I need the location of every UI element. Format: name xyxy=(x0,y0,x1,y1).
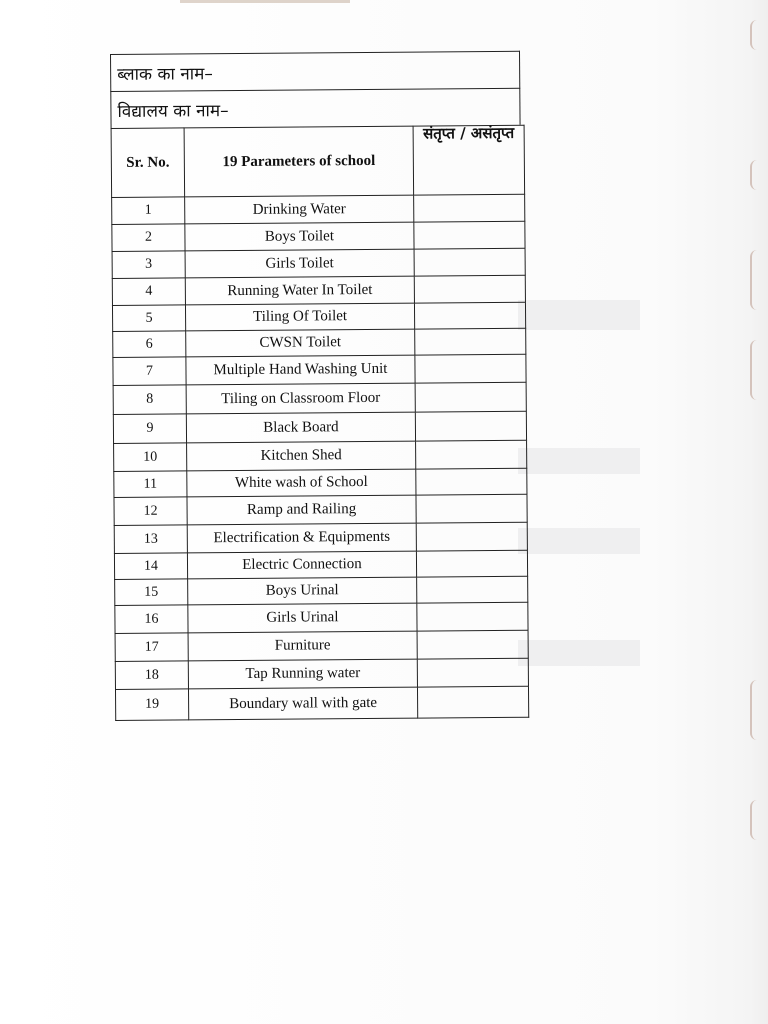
row-status-cell[interactable] xyxy=(416,494,527,523)
row-status-cell[interactable] xyxy=(414,221,525,249)
table-row xyxy=(114,550,527,579)
row-status-cell[interactable] xyxy=(417,658,528,687)
row-parameter: Black Board xyxy=(186,412,415,443)
row-status-cell[interactable] xyxy=(414,275,525,303)
row-parameter: Drinking Water xyxy=(185,195,414,224)
header-status: संतृप्त / असंतृप्त xyxy=(413,125,525,195)
row-parameter: Boys Toilet xyxy=(185,222,414,251)
row-status-cell[interactable] xyxy=(417,686,528,718)
row-parameter: Ramp and Railing xyxy=(187,495,416,525)
row-status-cell[interactable] xyxy=(414,194,525,222)
row-sr-no: 2 xyxy=(112,224,185,252)
table-header-row xyxy=(111,125,525,197)
row-status-cell[interactable] xyxy=(415,354,526,383)
background-shadow-band xyxy=(518,640,640,666)
row-sr-no: 12 xyxy=(114,497,187,526)
row-status-cell[interactable] xyxy=(415,328,526,355)
row-sr-no: 10 xyxy=(114,443,187,472)
parameters-table xyxy=(111,125,530,721)
table-row xyxy=(112,248,525,278)
row-status-cell[interactable] xyxy=(414,248,525,276)
row-status-cell[interactable] xyxy=(417,630,528,659)
row-parameter: Electric Connection xyxy=(187,551,416,579)
table-row xyxy=(113,382,526,414)
table-row xyxy=(115,686,528,720)
row-sr-no: 5 xyxy=(112,305,185,332)
table-row xyxy=(112,221,525,251)
row-sr-no: 19 xyxy=(115,689,188,721)
table-row xyxy=(112,275,525,305)
block-name-label: ब्लाक का नाम– xyxy=(117,63,213,85)
row-parameter: Girls Urinal xyxy=(188,603,417,633)
row-parameter: Multiple Hand Washing Unit xyxy=(186,355,415,385)
background-shadow-band xyxy=(518,528,640,554)
edge-decoration xyxy=(750,20,764,50)
edge-decoration xyxy=(750,340,764,400)
row-status-cell[interactable] xyxy=(416,440,527,469)
school-parameters-form xyxy=(110,51,525,721)
background-shadow-band xyxy=(518,300,640,330)
block-name-field[interactable] xyxy=(110,51,520,91)
table-row xyxy=(114,494,527,525)
row-parameter: Furniture xyxy=(188,631,417,661)
row-parameter: Boys Urinal xyxy=(188,577,417,605)
table-row xyxy=(113,328,526,357)
row-sr-no: 15 xyxy=(115,579,188,606)
row-status-cell[interactable] xyxy=(415,411,526,441)
row-sr-no: 16 xyxy=(115,605,188,634)
header-parameter: 19 Parameters of school xyxy=(184,126,414,197)
table-row xyxy=(112,194,525,224)
table-row xyxy=(115,658,528,689)
table-row xyxy=(115,602,528,633)
table-row xyxy=(112,302,525,331)
row-sr-no: 4 xyxy=(112,278,185,306)
background-shadow-band xyxy=(518,448,640,474)
table-row xyxy=(113,411,526,443)
row-parameter: Tiling Of Toilet xyxy=(185,303,414,331)
table-row xyxy=(114,522,527,553)
row-parameter: Girls Toilet xyxy=(185,249,414,278)
row-status-cell[interactable] xyxy=(416,550,527,577)
row-parameter: Tap Running water xyxy=(188,659,417,689)
row-status-cell[interactable] xyxy=(414,302,525,329)
page-edge-strip xyxy=(750,0,768,1024)
row-sr-no: 18 xyxy=(115,661,188,690)
table-row xyxy=(113,354,526,385)
school-name-label: विद्यालय का नाम– xyxy=(117,100,229,122)
row-sr-no: 7 xyxy=(113,357,186,386)
row-parameter: Electrification & Equipments xyxy=(187,523,416,553)
row-parameter: Boundary wall with gate xyxy=(188,687,417,720)
row-sr-no: 6 xyxy=(113,331,186,358)
table-row xyxy=(114,440,527,471)
row-status-cell[interactable] xyxy=(415,382,526,412)
table-row xyxy=(115,576,528,605)
edge-decoration xyxy=(750,250,764,310)
row-sr-no: 9 xyxy=(113,414,186,444)
paper-edge-mark xyxy=(180,0,350,3)
row-status-cell[interactable] xyxy=(417,576,528,603)
row-sr-no: 3 xyxy=(112,251,185,279)
row-parameter: Kitchen Shed xyxy=(187,441,416,471)
row-sr-no: 13 xyxy=(114,525,187,554)
row-status-cell[interactable] xyxy=(417,602,528,631)
school-name-field[interactable] xyxy=(110,88,520,128)
row-status-cell[interactable] xyxy=(416,468,527,495)
row-status-cell[interactable] xyxy=(416,522,527,551)
row-sr-no: 11 xyxy=(114,471,187,498)
table-row xyxy=(114,468,527,497)
table-body xyxy=(112,194,529,720)
edge-decoration xyxy=(750,800,764,840)
row-sr-no: 14 xyxy=(114,553,187,580)
row-parameter: Tiling on Classroom Floor xyxy=(186,383,415,414)
header-sr-no: Sr. No. xyxy=(111,128,185,198)
row-sr-no: 1 xyxy=(112,197,185,225)
table-row xyxy=(115,630,528,661)
row-sr-no: 17 xyxy=(115,633,188,662)
row-parameter: CWSN Toilet xyxy=(186,329,415,357)
row-sr-no: 8 xyxy=(113,385,186,415)
edge-decoration xyxy=(750,680,764,740)
row-parameter: Running Water In Toilet xyxy=(185,276,414,305)
row-parameter: White wash of School xyxy=(187,469,416,497)
edge-decoration xyxy=(750,160,764,190)
